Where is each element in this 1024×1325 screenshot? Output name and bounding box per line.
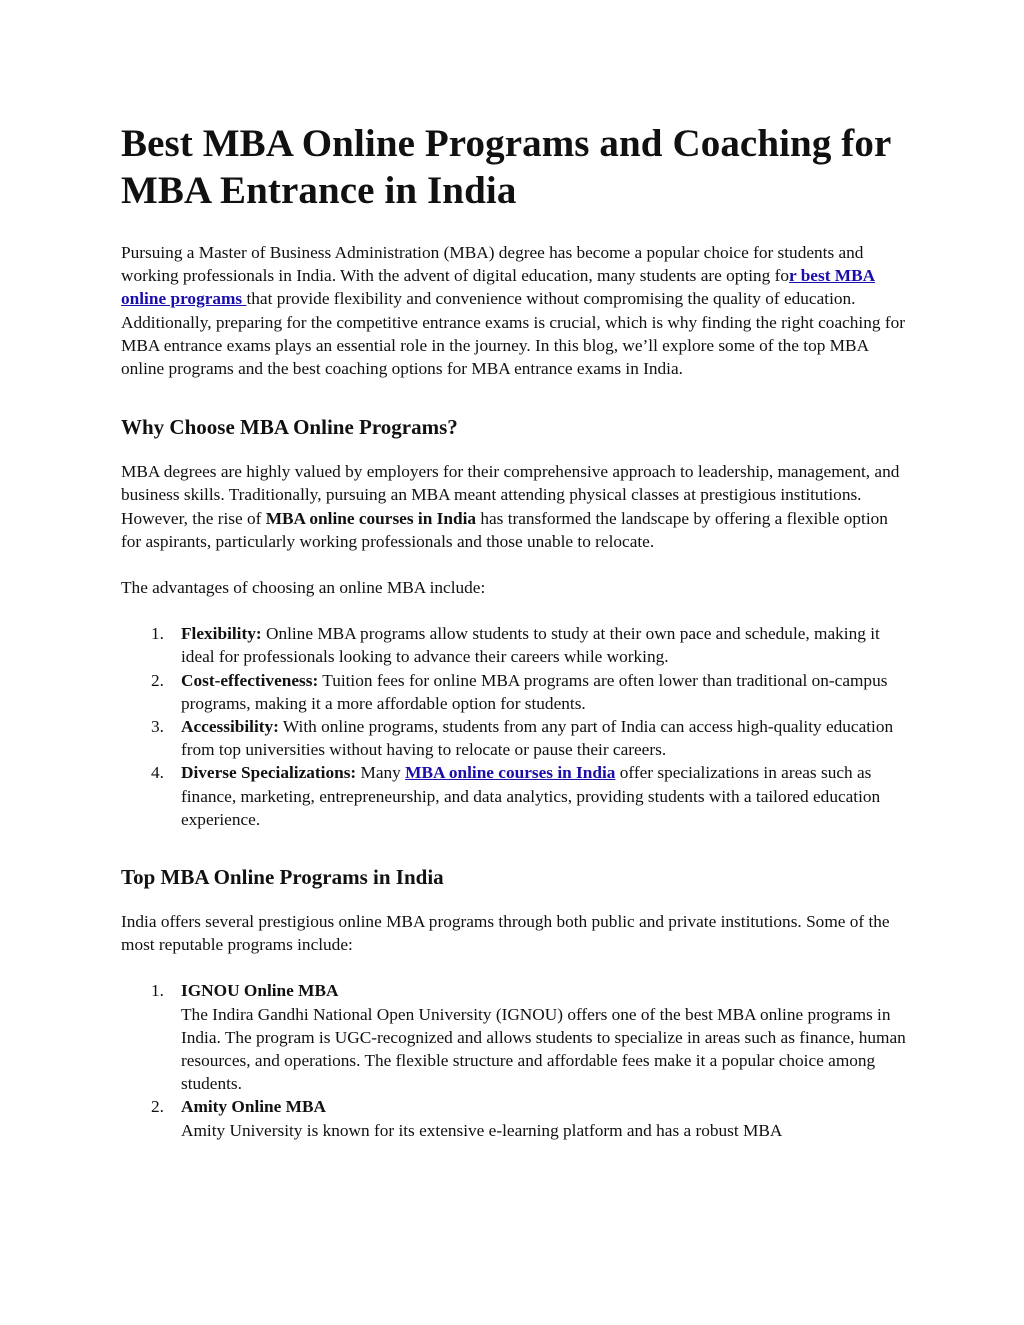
intro-text-before: Pursuing a Master of Business Administration (MBA) degree has become a popular choice for students and working professionals in India. With the advent of digital education, many students are opting fo	[121, 243, 864, 286]
why-heading: Why Choose MBA Online Programs?	[121, 415, 458, 440]
list-item	[121, 761, 906, 831]
advantage-term: Cost-effectiveness:	[181, 670, 319, 690]
list-number: 3.	[151, 717, 164, 737]
advantage-term: Flexibility:	[181, 624, 262, 644]
list-number: 1.	[151, 624, 164, 644]
program-name: IGNOU Online MBA	[181, 981, 339, 1001]
advantage-text-after: offer specializations in areas such as finance, marketing, entrepreneurship, and data analytics, providing students with a tailored education experience.	[181, 763, 881, 829]
top-programs-heading: Top MBA Online Programs in India	[121, 865, 444, 890]
list-item	[121, 1095, 906, 1141]
best-mba-online-programs-link[interactable]: r best MBA online programs	[121, 266, 876, 309]
program-name: Amity Online MBA	[181, 1097, 326, 1117]
list-item	[121, 715, 906, 761]
list-number: 2.	[151, 670, 164, 690]
advantage-text: With online programs, students from any part of India can access high-quality education from top universities without having to relocate or pause their careers.	[181, 717, 894, 760]
programs-list	[121, 979, 906, 1141]
list-item	[121, 979, 906, 1095]
advantage-term: Accessibility:	[181, 717, 279, 737]
list-item	[121, 669, 906, 715]
why-paragraph	[121, 460, 906, 553]
list-number: 4.	[151, 763, 164, 783]
why-bold-phrase: MBA online courses in India	[265, 508, 477, 528]
advantage-text-before: Many	[356, 763, 406, 783]
advantages-list	[121, 622, 906, 831]
mba-online-courses-link[interactable]: MBA online courses in India	[405, 763, 616, 783]
page-title: Best MBA Online Programs and Coaching for MBA Entrance in India	[121, 122, 891, 212]
advantage-text: Online MBA programs allow students to study at their own pace and schedule, making it ideal for professionals looking to advance their careers while working.	[181, 624, 880, 667]
advantages-intro: The advantages of choosing an online MBA include:	[121, 578, 486, 598]
list-number: 1.	[151, 981, 164, 1001]
advantage-text: Tuition fees for online MBA programs are often lower than traditional on-campus programs, making it a more affordable option for students.	[181, 670, 888, 713]
why-text-after: has transformed the landscape by offering a flexible option for aspirants, particularly working professionals and those unable to relocate.	[121, 508, 888, 551]
why-text-before: MBA degrees are highly valued by employers for their comprehensive approach to leadership, management, and business skills. Traditionally, pursuing an MBA meant attending physical classes at prestigious institutions. However, the rise of	[121, 462, 900, 528]
document-page	[121, 120, 906, 1142]
program-description: The Indira Gandhi National Open University (IGNOU) offers one of the best MBA online programs in India. The program is UGC-recognized and allows students to specialize in areas such as finance, human resources, and operations. The flexible structure and affordable fees make it a popular choice among students.	[181, 1004, 906, 1094]
top-programs-intro: India offers several prestigious online MBA programs through both public and private institutions. Some of the most reputable programs include:	[121, 912, 890, 955]
program-description: Amity University is known for its extensive e-learning platform and has a robust MBA	[181, 1120, 783, 1140]
list-item	[121, 622, 906, 668]
list-number: 2.	[151, 1097, 164, 1117]
advantage-term: Diverse Specializations:	[181, 763, 357, 783]
intro-text-after: that provide flexibility and convenience without compromising the quality of education. Additionally, preparing for the competitive entrance exams is crucial, which is why finding the right coaching for MBA entrance exams plays an essential role in the journey. In this blog, we’ll explore some of the top MBA online programs and the best coaching options for MBA entrance exams in India.	[121, 289, 905, 379]
intro-paragraph	[121, 241, 906, 380]
